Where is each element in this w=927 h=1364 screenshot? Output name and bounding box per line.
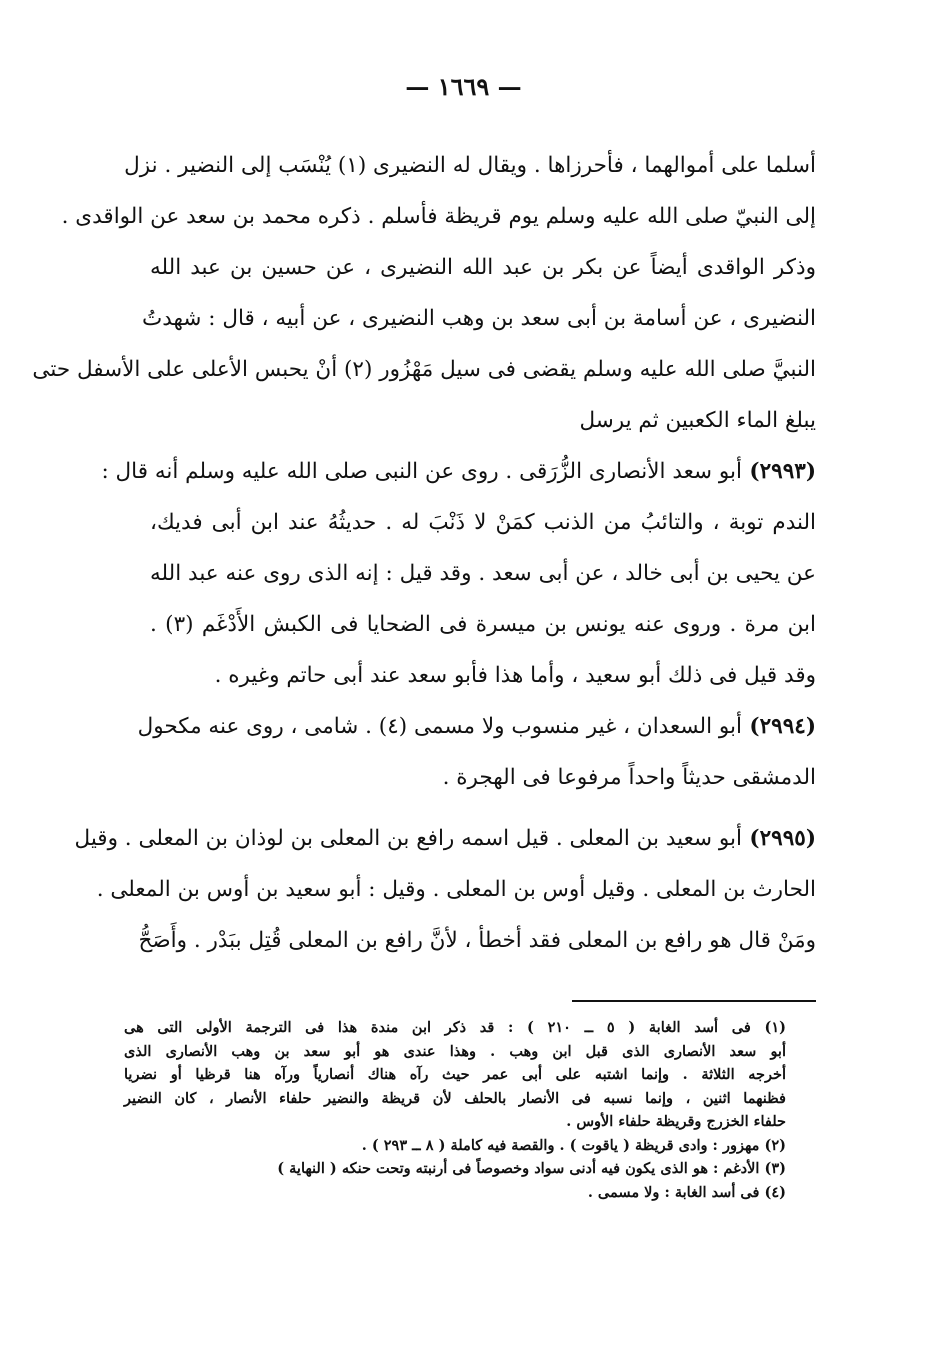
line-text: أبو سعيد بن المعلى . قيل اسمه رافع بن المعلى بن لوذان بن المعلى . وقيل xyxy=(74,826,742,851)
line-text: أبو السعدان ، غير منسوب ولا مسمى (٤) . شامى ، روى عنه مكحول xyxy=(137,714,742,739)
line-text: إلى النبيّ صلى الله عليه وسلم يوم قريظة فأسلم . ذكره محمد بن سعد عن الواقدى . xyxy=(61,204,816,229)
line-text: النضيرى ، عن أسامة بن أبى سعد بن وهب النضيرى ، عن أبيه ، قال : شهدتُ xyxy=(141,306,816,331)
footnote-line: (٣) الأدغم : هو الذى يكون فيه أدنى سواد وخصوصاً فى أرنبته وتحت حنكه ( النهاية ) xyxy=(277,1160,786,1177)
footnote-line: أبو سعد الأنصارى الذى قبل ابن وهب . وهذا عندى هو أبو سعد بن وهب الأنصارى الذى xyxy=(124,1042,786,1060)
line-text: ومَنْ قال هو رافع بن المعلى فقد أخطأ ، لأنَّ رافع بن المعلى قُتِل ببَدْر . وأَصَحُّ xyxy=(138,928,816,953)
entry-2995-line xyxy=(74,813,816,864)
text-line xyxy=(96,864,816,915)
line-text: الدمشقى حديثاً واحداً مرفوعا فى الهجرة . xyxy=(442,765,816,790)
entry-2993-line xyxy=(101,446,816,497)
text-line xyxy=(138,915,816,966)
text-line xyxy=(150,548,816,599)
text-line xyxy=(150,650,816,701)
line-text: عن يحيى بن أبى خالد ، عن أبى سعد . وقد قيل : إنه الذى روى عنه عبد الله xyxy=(150,561,816,586)
text-line xyxy=(61,191,816,242)
footnote-line: حلفاء الخزرج وقريظة حلفاء الأوس . xyxy=(566,1113,786,1130)
footnote-line: أخرجه الثلاثة . وإنما اشتبه على أبى عمر حيث رآه هناك أنصارياً ورآه هنا قرظيا أو نضريا xyxy=(124,1066,786,1083)
text-line xyxy=(124,140,816,191)
line-text: ابن مرة . وروى عنه يونس بن ميسرة فى الضحايا فى الكبش الأَدْغَم (٣) . xyxy=(150,612,817,637)
footnote-line: (٤) فى أسد الغابة : ولا مسمى . xyxy=(587,1183,786,1201)
footnotes xyxy=(124,1016,786,1204)
entry-number: (٢٩٩٥) xyxy=(741,826,816,851)
line-text: أبو سعد الأنصارى الزُّرَقى . روى عن النبى صلى الله عليه وسلم أنه قال : xyxy=(101,459,742,484)
line-text: الحارث بن المعلى . وقيل أوس بن المعلى . وقيل : أبو سعيد بن أوس بن المعلى . xyxy=(96,877,816,902)
line-text: النبيَّ صلى الله عليه وسلم يقضى فى سيل مَهْزُور (٢) أنْ يحبس الأعلى على الأسفل حتى xyxy=(32,357,816,382)
footnote-divider xyxy=(572,1000,816,1002)
text-line xyxy=(141,293,816,344)
entry-number: (٢٩٩٤) xyxy=(741,714,816,739)
text-line xyxy=(150,752,816,803)
text-line xyxy=(150,599,816,650)
footnote-line: (١) فى أسد الغابة ( ٥ ــ ٢١٠ ) : قد ذكر ابن مندة هذا فى الترجمة الأولى التى هى xyxy=(124,1019,786,1036)
page-number: — ١٦٦٩ — xyxy=(405,72,522,101)
entry-2994-line xyxy=(137,701,816,752)
footnote-line: فظنهما اثنين ، وإنما نسبه فى الأنصار بالحلف لأن قريظة والنضير حلفاء الأنصار ، كان النضير xyxy=(124,1089,786,1107)
line-text: الندم توبة ، والتائبُ من الذنب كمَنْ لا ذَنْبَ له . حديثُهُ عند ابن أبى فديك، xyxy=(150,510,816,535)
line-text: يبلغ الماء الكعبين ثم يرسل xyxy=(579,408,816,433)
text-line xyxy=(150,242,816,293)
main-text xyxy=(32,140,817,966)
text-line xyxy=(150,497,816,548)
entry-number: (٢٩٩٣) xyxy=(741,459,816,484)
line-text: وذكر الواقدى أيضاً عن بكر بن عبد الله النضيرى ، عن حسين بن عبد الله xyxy=(150,255,816,280)
text-line xyxy=(32,344,816,395)
footnote-line: (٢) مهزور : وادى قريظة ( ياقوت ) . والقصة فيه كاملة ( ٨ ــ ٢٩٣ ) . xyxy=(361,1136,786,1154)
line-text: أسلما على أموالهما ، فأحرزاها . ويقال له النضيرى (١) يُنْسَب إلى النضير . نزل xyxy=(124,153,816,178)
line-text: وقد قيل فى ذلك أبو سعيد ، وأما هذا فأبو سعد عند أبى حاتم وغيره . xyxy=(214,663,816,688)
text-line xyxy=(150,395,816,446)
